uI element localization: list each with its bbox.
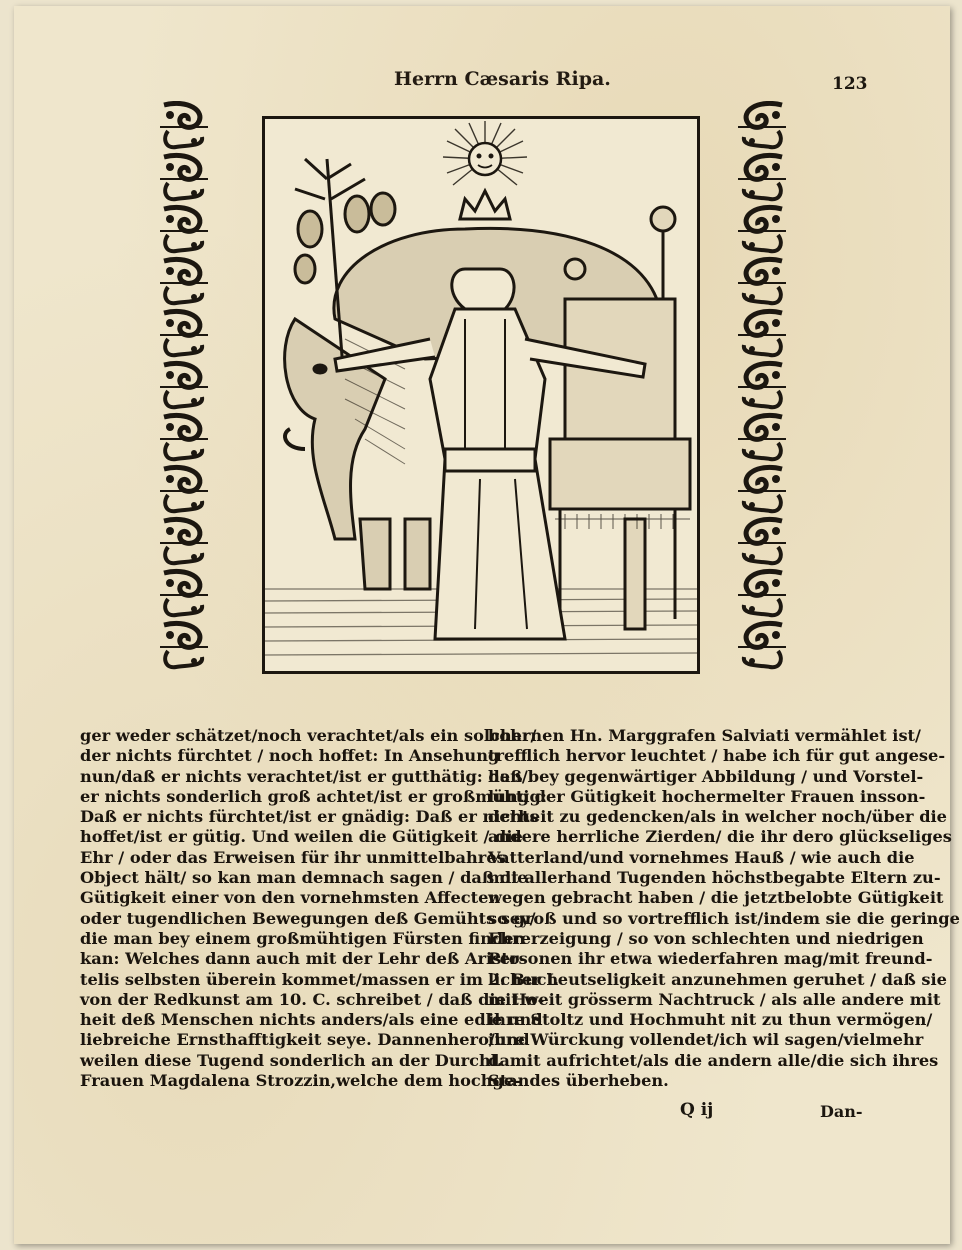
running-header: Herrn Cæsaris Ripa. [394, 68, 611, 90]
sun-emblem [443, 121, 527, 185]
text-line: nun/daß er nichts verachtet/ist er gutthätig: daß [80, 766, 523, 786]
text-line: Standes überheben. [488, 1071, 669, 1091]
text-line: kan: Welches dann auch mit der Lehr deß Aristo- [80, 949, 527, 969]
text-line: hoffet/ist er gütig. Und weilen die Gütigkeit / die [80, 827, 523, 847]
woodcut-illustration [262, 116, 700, 674]
text-line: Daß er nichts fürchtet/ist er gnädig: Daß er nichts [80, 807, 539, 827]
text-line: mit weit grösserm Nachtruck / als alle andere mit [488, 989, 941, 1009]
text-line: oder tugendlichen Bewegungen deß Gemühts sey/ [80, 908, 536, 928]
text-column-right [488, 726, 960, 1091]
text-line: weilen diese Tugend sonderlich an der Durchl. [80, 1050, 503, 1070]
text-line: damit aufrichtet/als die andern alle/die sich ihres [488, 1050, 939, 1070]
text-line: Frauen Magdalena Strozzin,welche dem hochge- [80, 1071, 521, 1091]
crown [460, 191, 510, 219]
text-line: ihre Stoltz und Hochmuht nit zu thun vermögen/ [488, 1010, 933, 1030]
text-line: mit allerhand Tugenden höchstbegabte Eltern zu- [488, 868, 941, 888]
text-line: Ehrerzeigung / so von schlechten und niedrigen [488, 928, 924, 948]
book-page [14, 6, 960, 1244]
text-line: heit deß Menschen nichts anders/als eine edle und [80, 1010, 543, 1030]
text-line: Gütigkeit einer von den vornehmsten Affecten [80, 888, 501, 908]
text-line: ger weder schätzet/noch verachtet/als ein solcher/ [80, 726, 537, 745]
text-line: Personen ihr etwa wiederfahren mag/mit freund- [488, 949, 933, 969]
text-line: er nichts sonderlich groß achtet/ist er großmühtig: [80, 786, 547, 806]
text-line: ihre Würckung vollendet/ich wil sagen/vielmehr [488, 1030, 924, 1050]
text-line: trefflich hervor leuchtet / habe ich für gut angese- [488, 746, 946, 766]
text-line: Ehr / oder das Erweisen für ihr unmittelbahres [80, 847, 506, 867]
text-line: hen/bey gegenwärtiger Abbildung / und Vorstel- [488, 766, 924, 786]
right-ornamental-border [736, 101, 788, 689]
catchword: Dan- [820, 1102, 863, 1121]
text-line: telis selbsten überein kommet/massen er im 2. Buch [80, 969, 559, 989]
text-line: von der Redkunst am 10. C. schreibet / daß die Ho- [80, 989, 545, 1009]
text-line: so groß und so vortrefflich ist/indem sie die geringe [488, 908, 960, 928]
text-column-left [80, 726, 559, 1091]
text-line: bohrnen Hn. Marggrafen Salviati vermählet ist/ [488, 726, 921, 745]
text-line: die man bey einem großmühtigen Fürsten finden [80, 928, 526, 948]
text-line: liebreiche Ernsthafftigkeit seye. Dannenhero/und [80, 1030, 530, 1050]
text-line: andere herrliche Zierden/ die ihr dero glückseliges [488, 827, 952, 847]
text-line: Vatterland/und vornehmes Hauß / wie auch die [488, 847, 915, 867]
text-line: Object hält/ so kan man demnach sagen / daß die [80, 868, 528, 888]
page-number: 123 [832, 74, 868, 94]
text-line: derheit zu gedencken/als in welcher noch/über die [488, 807, 947, 827]
text-line: der nichts fürchtet / noch hoffet: In Ansehung [80, 746, 500, 766]
text-line: lung der Gütigkeit hochermelter Frauen insson- [488, 786, 926, 806]
left-ornamental-border [158, 101, 210, 689]
text-line: licher Leutseligkeit anzunehmen geruhet / daß sie [488, 969, 947, 989]
text-line: wegen gebracht haben / die jetztbelobte Gütigkeit [488, 888, 944, 908]
signature-mark: Q ij [680, 1100, 714, 1120]
